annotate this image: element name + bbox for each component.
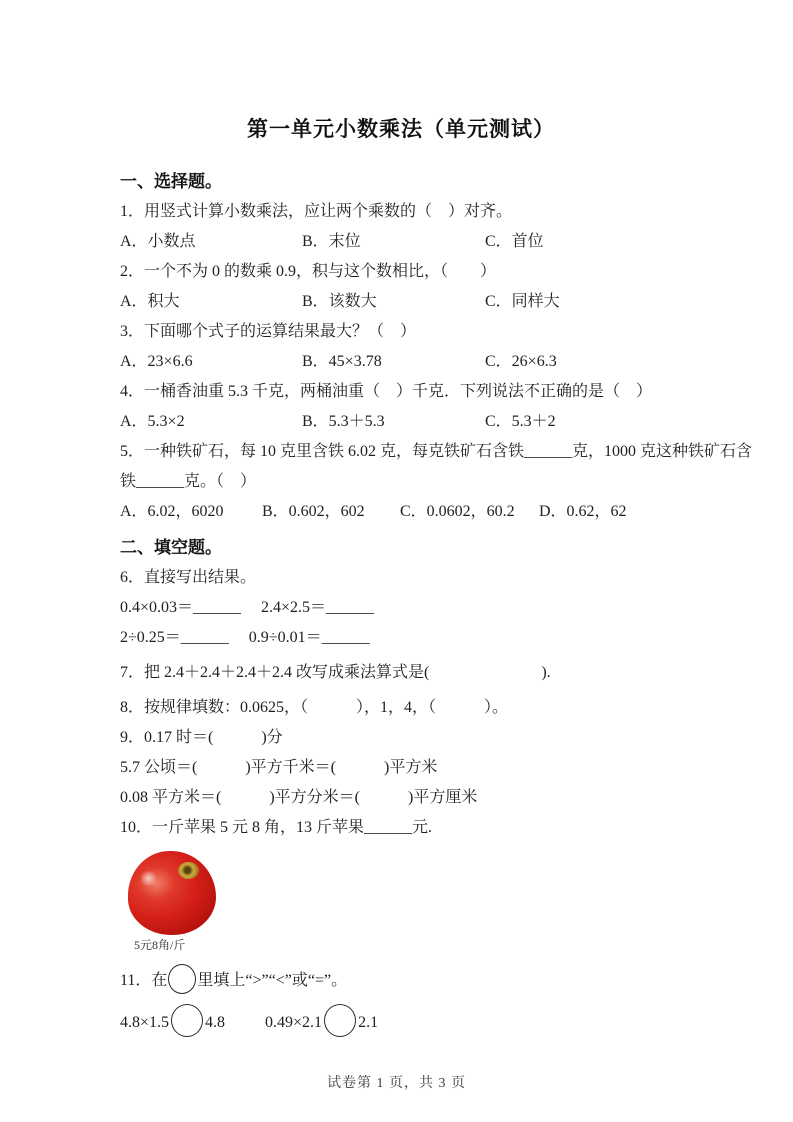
comparison-pair-2 bbox=[265, 1014, 378, 1031]
apple-figure bbox=[128, 851, 682, 957]
red-apple-photo-icon bbox=[128, 851, 216, 935]
q1-option-b: B．末位 bbox=[302, 233, 361, 250]
q10-stem: 10．一斤苹果 5 元 8 角，13 斤苹果______元. bbox=[120, 819, 433, 836]
q1-option-c: C．首位 bbox=[485, 233, 544, 250]
q6-expression-3: 2÷0.25＝______ bbox=[120, 629, 229, 646]
comparison-2-left: 0.49×2.1 bbox=[265, 1014, 323, 1031]
q2-option-b: B．该数大 bbox=[302, 293, 377, 310]
q3-option-a: A．23×6.6 bbox=[120, 353, 193, 370]
q9-line1: 9．0.17 时＝( )分 bbox=[120, 729, 283, 746]
q9-line3: 0.08 平方米＝( )平方分米＝( )平方厘米 bbox=[120, 789, 478, 806]
q11-blank-circle-icon bbox=[168, 964, 196, 994]
section-heading-choice: 一、选择题。 bbox=[120, 172, 222, 191]
q2-stem: 2．一个不为 0 的数乘 0.9，积与这个数相比，（ ） bbox=[120, 263, 497, 280]
q4-stem: 4．一桶香油重 5.3 千克，两桶油重（ ）千克．下列说法不正确的是（ ） bbox=[120, 383, 653, 400]
q11-stem-prefix: 11．在 bbox=[120, 972, 168, 989]
q8-stem: 8．按规律填数：0.0625，（ ），1，4，（ ）。 bbox=[120, 699, 509, 716]
q1-stem: 1．用竖式计算小数乘法，应让两个乘数的（ ）对齐。 bbox=[120, 203, 513, 220]
q3-option-c: C．26×6.3 bbox=[485, 353, 557, 370]
q3-option-b: B．45×3.78 bbox=[302, 353, 382, 370]
q5-stem-line1: 5．一种铁矿石，每 10 克里含铁 6.02 克，每克铁矿石含铁______克，1000 克这种铁矿石含 bbox=[120, 443, 753, 460]
q6-expression-4: 0.9÷0.01＝______ bbox=[248, 629, 370, 646]
q11-stem bbox=[120, 963, 682, 999]
q2-options bbox=[120, 287, 682, 317]
q5-option-d: D．0.62，62 bbox=[539, 503, 627, 520]
q5-option-b: B．0.602，602 bbox=[262, 503, 365, 520]
apple-highlight bbox=[139, 871, 158, 886]
q5-option-a: A．6.02，6020 bbox=[120, 503, 224, 520]
q4-option-a: A．5.3×2 bbox=[120, 413, 185, 430]
q4-option-b: B．5.3＋5.3 bbox=[302, 413, 385, 430]
q11-comparisons bbox=[120, 1003, 682, 1043]
q7-stem: 7．把 2.4＋2.4＋2.4＋2.4 改写成乘法算式是( ). bbox=[120, 664, 551, 681]
q5-options bbox=[120, 497, 682, 527]
comparison-1-left: 4.8×1.5 bbox=[120, 1014, 170, 1031]
apple-price-caption: 5元8角/斤 bbox=[134, 938, 186, 952]
q1-options bbox=[120, 227, 682, 257]
q6-stem: 6．直接写出结果。 bbox=[120, 569, 257, 586]
comparison-2-circle-icon bbox=[324, 1004, 356, 1037]
comparison-1-right: 4.8 bbox=[205, 1014, 226, 1031]
comparison-2-right: 2.1 bbox=[358, 1014, 379, 1031]
page-title: 第一单元小数乘法（单元测试） bbox=[247, 117, 555, 141]
section-heading-fill: 二、填空题。 bbox=[120, 538, 222, 557]
q9-line2: 5.7 公顷＝( )平方千米＝( )平方米 bbox=[120, 759, 438, 776]
q2-option-c: C．同样大 bbox=[485, 293, 560, 310]
q3-options bbox=[120, 347, 682, 377]
page-footer: 试卷第 1 页，共 3 页 bbox=[327, 1076, 466, 1091]
apple-stem-icon bbox=[178, 862, 199, 879]
comparison-pair-1 bbox=[120, 1014, 229, 1031]
paper-content bbox=[120, 114, 753, 1043]
q6-row2 bbox=[120, 623, 682, 653]
comparison-1-circle-icon bbox=[171, 1004, 203, 1037]
q11-stem-suffix: 里填上“>”“<”或“=”。 bbox=[197, 972, 348, 989]
q4-option-c: C．5.3＋2 bbox=[485, 413, 556, 430]
q1-option-a: A．小数点 bbox=[120, 233, 196, 250]
q6-row1 bbox=[120, 593, 682, 623]
q6-expression-2: 2.4×2.5＝______ bbox=[261, 599, 375, 616]
q2-option-a: A．积大 bbox=[120, 293, 180, 310]
q4-options bbox=[120, 407, 682, 437]
q3-stem: 3．下面哪个式子的运算结果最大？（ ） bbox=[120, 323, 417, 340]
q6-expression-1: 0.4×0.03＝______ bbox=[120, 599, 242, 616]
q5-option-c: C．0.0602，60.2 bbox=[400, 503, 515, 520]
q5-stem-line2: 铁______克。（ ） bbox=[120, 473, 257, 490]
